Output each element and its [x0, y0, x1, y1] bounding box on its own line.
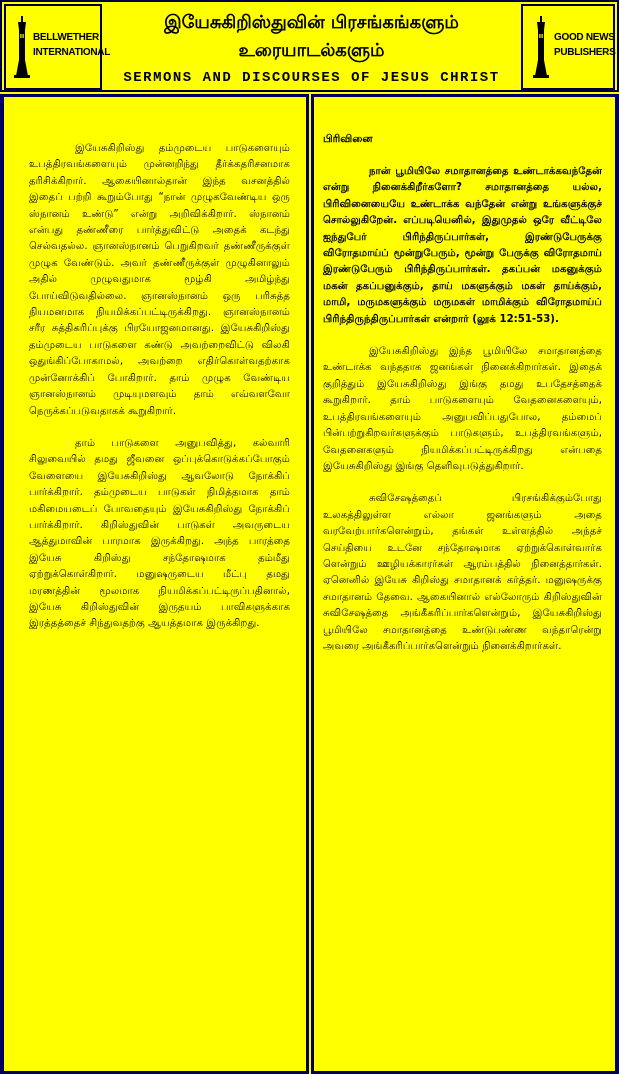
paragraph: தாம் பாடுகளை அனுபவித்து, கல்வாரி சிலுவையில் தமது ஜீவனை ஒப்புக்கொடுக்கப்போகும் வேளையை இயேசுகிறிஸ்து ஆவலோடு நோக்கிப் பார்க்கிறார். தம்முடைய பாடுகள் நிமித்தமாக தாம் மகிமையடைப் போவதையும் இயேசுகிறிஸ்து நோக்கிப் பார்க்கிறார். கிறிஸ்துவின் பாடுகள் அவருடைய ஆத்துமாவின் பாரமாக இருக்கிறது. அந்த பாரத்தை இயேசு கிறிஸ்து சந்தோஷமாக தம்மீது ஏற்றுக்கொள்கிறார். மனுஷருடைய மீட்பு தமது மரணத்தின் மூலமாக நியமிக்கப்பட்டிருப்பதினால், இயேசு கிறிஸ்துவின் இருதயம் பாவிகளுக்காக இரத்தத்தைச் சிந்துவதற்கு ஆயத்தமாக இருக்கிறது. [29, 437, 290, 630]
section-heading: பிரிவினை [323, 133, 373, 145]
good-news-logo-text [554, 30, 615, 60]
paragraph: சுவிசேஷத்தைப் பிரசங்கிக்கும்போது உலகத்திலுள்ள எல்லா ஜனங்களும் அதை வரவேற்பார்களென்றும், தங்கள் உள்ளத்தில் அந்தச் செய்தியை உடனே சந்தோஷமாக ஏற்றுக்கொள்வார்க ளென்றும் ஊழியக்காரர்கள் ஆரம்பத்தில் நினைத்தார்கள். ஏனெனில் இயேசு கிறிஸ்து சமாதானக் கர்த்தர். மனுஷருக்கு சமாதானம் தேவை. ஆகையினால் எல்லோரும் கிறிஸ்துவின் சுவிசேஷத்தை அங்கீகரிப்பார்களென்றும், இயேசுகிறிஸ்து பூமியிலே சமாதானத்தை உண்டுபண்ண வந்தாரென்று அவரை அங்கீகரிப்பார்களென்றும் நினைக்கிறார்கள். [323, 493, 602, 652]
left-column [0, 94, 309, 1074]
paragraph: இயேசுகிறிஸ்து இந்த பூமியிலே சமாதானத்தை உண்டாக்க வந்ததாக ஜனங்கள் நினைக்கிறார்கள். இதைக் குறித்தும் இயேசுகிறிஸ்து இங்கு தமது உபதேசத்தைக் கூறுகிறார். தாம் பாடுகளையும் வேதனைகளையும், உபத்திரவங்களையும் அனுபவிப்பதுபோல, தம்மைப் பின்பற்றுகிறவர்களுக்கும் பாடுகளும், உபத்திரவங்களும், வேதனைகளும் நியமிக்கப்பட்டிருக்கிறது என்பதை இயேசுகிறிஸ்து இங்கு தெளிவுபடுத்துகிறார். [323, 346, 602, 472]
bellwether-logo [4, 4, 111, 90]
logo-line-2: PUBLISHERS [554, 47, 616, 58]
logo-line-1: GOOD NEWS [554, 32, 615, 43]
logo-line-1: BELLWETHER [33, 32, 99, 43]
scripture-quote: நான் பூமியிலே சமாதானத்தை உண்டாக்கவந்தேன் என்று நினைக்கிறீர்களோ? சமாதானத்தை யல்ல, பிரிவினையையே உண்டாக்க வந்தேன் என்று உங்களுக்குச் சொல்லுகிறேன். எப்படியெனில், இதுமுதல் ஒரே வீட்டிலே ஐந்துபேர் பிரிந்திருப்பார்கள், இரண்டுபேருக்கு விரோதமாய்ப் மூன்றுபேரும், மூன்று பேருக்கு விரோதமாய் இரண்டுபேரும் பிரிந்திருப்பார்கள். தகப்பன் மகனுக்கும் மகன் தகப்பனுக்கும், தாய் மகளுக்கும் மகள் தாய்க்கும், மாமி, மருமகளுக்கும் மருமகள் மாமிக்கும் விரோதமாய்ப் பிரிந்திருந்திருப்பார்கள் என்றார் (லூக் 12:51-53). [323, 166, 602, 325]
right-column [311, 94, 619, 1074]
title-block [106, 4, 517, 90]
tower-icon [13, 16, 31, 78]
tower-icon [532, 16, 550, 78]
bellwether-logo-text [33, 30, 110, 60]
title-english: SERMONS AND DISCOURSES OF JESUS CHRIST [123, 70, 500, 86]
right-column-text [323, 133, 602, 655]
good-news-logo [521, 4, 615, 90]
logo-line-2: INTERNATIONAL [33, 47, 111, 58]
title-tamil-line-2: உரையாடல்களும் [238, 40, 385, 61]
paragraph: இயேசுகிறிஸ்து தம்முடைய பாடுகளையும் உபத்திரவங்களையும் முன்னறிந்து தீர்க்கதரிசனமாக தரிசிக்கிறார். ஆகையினால்தான் இந்த வசனத்தில் இதைப் பற்றி கூறும்போது “நான் முழுகவேண்டிய ஒரு ஸ்நானம் உண்டு” என்று அறிவிக்கிறார். ஸ்நானம் என்பது தண்ணீரை பார்த்துவிட்டு அதைக் கடந்து செல்வதல்ல. ஞானஸ்நானம் பெறுகிறவர் தண்ணீருக்குள் முழுக வேண்டும். அவர் தண்ணீருக்குள் முழுகினாலும் அதில் முழுவதுமாக மூழ்கி அமிழ்ந்து போய்விடுவதில்லை. ஞானஸ்நானம் ஒரு பரிசுத்த நியமனமாக நியமிக்கப்பட்டிருக்கிறது. ஞானஸ்நானம் சரீர சுத்திகரிப்புக்கு பிரயோஜனமானது. இயேசுகிறிஸ்து தம்முடைய பாடுகளை கண்டு அவற்றைவிட்டு விலகி ஒதுங்கிப்போகாமல், அவற்றை எதிர்கொள்வதற்காக முன்னோக்கிப் போகிறார். தாம் முழுக வேண்டிய ஞானஸ்நானம் முடியுமளவும் தாம் எவ்வளவோ நெருக்கப்படுவதாகக் கூறுகிறார். [29, 143, 290, 417]
header [0, 0, 619, 92]
left-column-text [29, 141, 290, 633]
title-tamil-line-1: இயேசுகிறிஸ்துவின் பிரசங்கங்களும் [164, 12, 459, 33]
